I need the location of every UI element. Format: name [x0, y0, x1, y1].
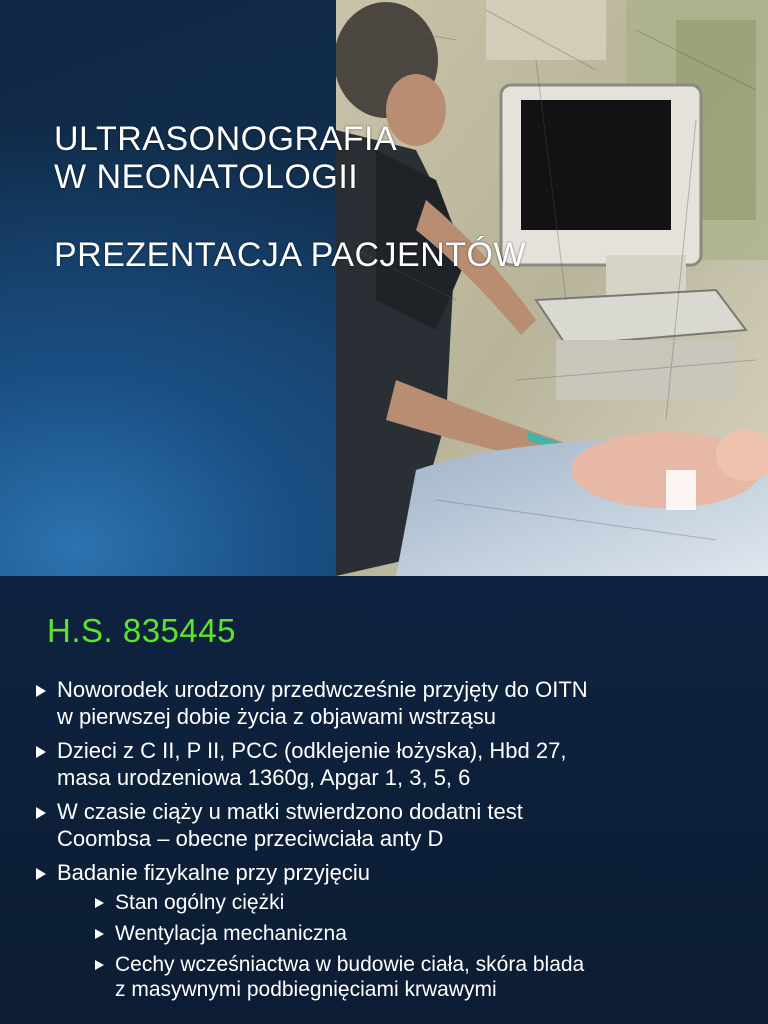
sub-bullet-text: z masywnymi podbiegnięciami krwawymi: [115, 978, 497, 1001]
subtitle-line: PREZENTACJA PACJENTÓW: [54, 236, 527, 274]
bullet-text: w pierwszej dobie życia z objawami wstrząsu: [57, 704, 496, 729]
sub-bullet-item: [57, 952, 756, 1002]
bullet-text: Noworodek urodzony przedwcześnie przyjęty do OITN: [57, 677, 588, 702]
title-line-1: ULTRASONOGRAFIA: [54, 120, 398, 158]
bullet-text: Badanie fizykalne przy przyjęciu: [57, 860, 371, 885]
bullet-item: [36, 737, 756, 791]
sub-bullet-text: Cechy wcześniactwa w budowie ciała, skóra blada: [115, 953, 585, 976]
bullet-text: Dzieci z C II, P II, PCC (odklejenie łożyska), Hbd 27,: [57, 738, 567, 763]
bullet-list: [36, 676, 756, 1009]
sub-bullet-item: [57, 890, 756, 915]
bullet-item: [36, 798, 756, 852]
sub-bullet-text: Wentylacja mechaniczna: [115, 922, 347, 945]
bullet-item: [36, 676, 756, 730]
bullet-item: [36, 859, 756, 1002]
title-slide-heading: [54, 120, 526, 274]
sub-bullet-text: Stan ogólny ciężki: [115, 891, 285, 914]
bullet-text: masa urodzeniowa 1360g, Apgar 1, 3, 5, 6: [57, 765, 471, 790]
ultrasound-photo: [336, 0, 768, 576]
bullet-text: Coombsa – obecne przeciwciała anty D: [57, 826, 444, 851]
sub-bullet-item: [57, 921, 756, 946]
bullet-text: W czasie ciąży u matki stwierdzono dodatni test: [57, 799, 523, 824]
patient-slide: [0, 576, 768, 1024]
sub-bullet-list: [57, 890, 756, 1002]
title-line-2: W NEONATOLOGII: [54, 158, 359, 196]
patient-id-title: H.S. 835445: [47, 612, 236, 649]
